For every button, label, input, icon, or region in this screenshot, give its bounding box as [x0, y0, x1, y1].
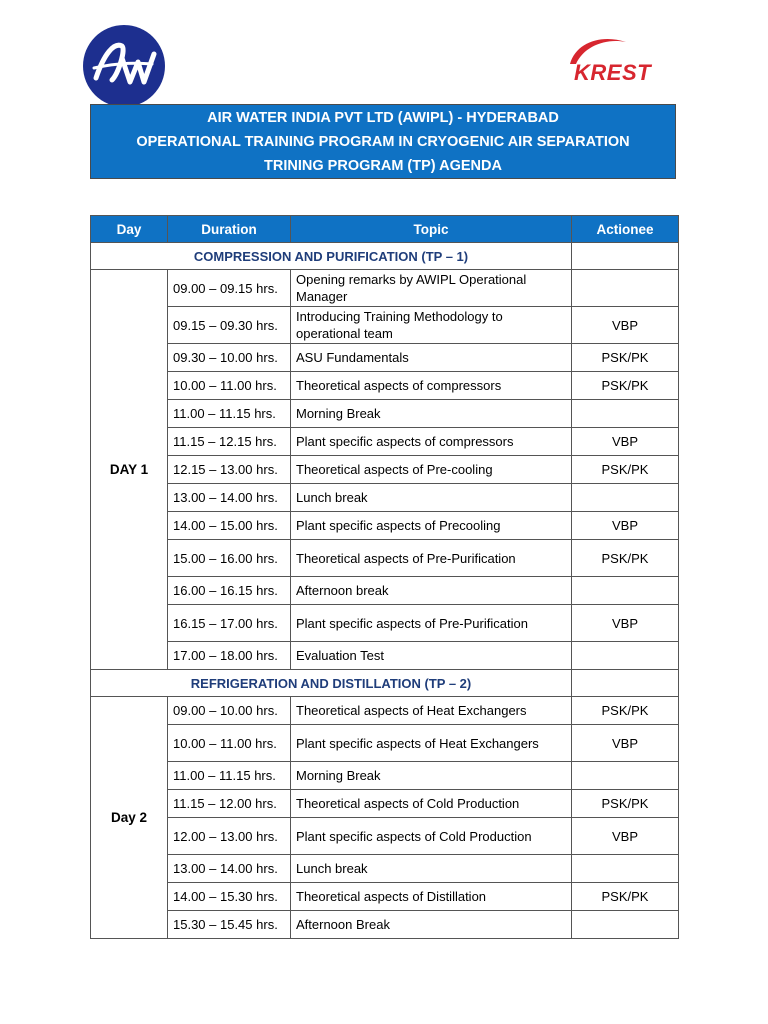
actionee-cell	[572, 762, 679, 790]
table-row	[91, 270, 679, 307]
table-row	[91, 818, 679, 855]
topic-cell: Plant specific aspects of Precooling	[291, 512, 572, 540]
topic-cell: Plant specific aspects of Heat Exchangers	[291, 725, 572, 762]
header-actionee: Actionee	[572, 216, 679, 243]
duration-cell: 10.00 – 11.00 hrs.	[168, 725, 291, 762]
actionee-cell: VBP	[572, 818, 679, 855]
topic-cell: Introducing Training Methodology to operational team	[291, 307, 572, 344]
duration-cell: 11.00 – 11.15 hrs.	[168, 400, 291, 428]
duration-cell: 12.15 – 13.00 hrs.	[168, 456, 291, 484]
topic-cell: Plant specific aspects of Cold Production	[291, 818, 572, 855]
actionee-cell	[572, 484, 679, 512]
section-title: REFRIGERATION AND DISTILLATION (TP – 2)	[91, 670, 572, 697]
duration-cell: 15.30 – 15.45 hrs.	[168, 911, 291, 939]
actionee-cell: PSK/PK	[572, 344, 679, 372]
table-row	[91, 512, 679, 540]
duration-cell: 09.30 – 10.00 hrs.	[168, 344, 291, 372]
actionee-cell: VBP	[572, 512, 679, 540]
header-duration: Duration	[168, 216, 291, 243]
table-row	[91, 307, 679, 344]
duration-cell: 10.00 – 11.00 hrs.	[168, 372, 291, 400]
section-row	[91, 670, 679, 697]
topic-cell: Afternoon break	[291, 577, 572, 605]
table-row	[91, 697, 679, 725]
title-banner	[90, 104, 676, 179]
table-row	[91, 911, 679, 939]
table-row	[91, 484, 679, 512]
title-line-2: OPERATIONAL TRAINING PROGRAM IN CRYOGENIC AIR SEPARATION	[136, 133, 630, 150]
header-topic: Topic	[291, 216, 572, 243]
topic-cell: Lunch break	[291, 484, 572, 512]
krest-logo-text: KREST	[574, 60, 652, 85]
topic-cell: ASU Fundamentals	[291, 344, 572, 372]
table-row	[91, 577, 679, 605]
table-row	[91, 883, 679, 911]
header-day: Day	[91, 216, 168, 243]
table-row	[91, 540, 679, 577]
actionee-cell	[572, 577, 679, 605]
duration-cell: 12.00 – 13.00 hrs.	[168, 818, 291, 855]
actionee-cell	[572, 270, 679, 307]
actionee-cell	[572, 400, 679, 428]
duration-cell: 14.00 – 15.30 hrs.	[168, 883, 291, 911]
day-label: DAY 1	[91, 270, 168, 670]
duration-cell: 09.15 – 09.30 hrs.	[168, 307, 291, 344]
topic-cell: Plant specific aspects of compressors	[291, 428, 572, 456]
topic-cell: Theoretical aspects of Cold Production	[291, 790, 572, 818]
duration-cell: 09.00 – 10.00 hrs.	[168, 697, 291, 725]
actionee-cell: VBP	[572, 605, 679, 642]
table-row	[91, 790, 679, 818]
table-row	[91, 372, 679, 400]
actionee-cell: PSK/PK	[572, 456, 679, 484]
duration-cell: 11.00 – 11.15 hrs.	[168, 762, 291, 790]
actionee-cell: VBP	[572, 307, 679, 344]
actionee-cell: VBP	[572, 725, 679, 762]
section-title: COMPRESSION AND PURIFICATION (TP – 1)	[91, 243, 572, 270]
table-header-row	[91, 216, 679, 243]
table-row	[91, 344, 679, 372]
topic-cell: Theoretical aspects of Heat Exchangers	[291, 697, 572, 725]
title-line-1: AIR WATER INDIA PVT LTD (AWIPL) - HYDERABAD	[207, 109, 559, 126]
actionee-cell: PSK/PK	[572, 697, 679, 725]
section-row	[91, 243, 679, 270]
duration-cell: 16.00 – 16.15 hrs.	[168, 577, 291, 605]
topic-cell: Lunch break	[291, 855, 572, 883]
table-row	[91, 725, 679, 762]
actionee-cell	[572, 911, 679, 939]
table-row	[91, 456, 679, 484]
table-row	[91, 428, 679, 456]
section-actionee-empty	[572, 670, 679, 697]
day-label: Day 2	[91, 697, 168, 939]
topic-cell: Afternoon Break	[291, 911, 572, 939]
topic-cell: Morning Break	[291, 400, 572, 428]
agenda-table	[90, 215, 679, 939]
actionee-cell	[572, 855, 679, 883]
actionee-cell: PSK/PK	[572, 790, 679, 818]
topic-cell: Theoretical aspects of compressors	[291, 372, 572, 400]
duration-cell: 15.00 – 16.00 hrs.	[168, 540, 291, 577]
agenda-body	[91, 243, 679, 939]
topic-cell: Evaluation Test	[291, 642, 572, 670]
duration-cell: 11.15 – 12.15 hrs.	[168, 428, 291, 456]
topic-cell: Plant specific aspects of Pre-Purification	[291, 605, 572, 642]
topic-cell: Morning Break	[291, 762, 572, 790]
topic-cell: Theoretical aspects of Pre-Purification	[291, 540, 572, 577]
duration-cell: 11.15 – 12.00 hrs.	[168, 790, 291, 818]
topic-cell: Opening remarks by AWIPL Operational Manager	[291, 270, 572, 307]
duration-cell: 09.00 – 09.15 hrs.	[168, 270, 291, 307]
section-actionee-empty	[572, 243, 679, 270]
table-row	[91, 762, 679, 790]
table-row	[91, 642, 679, 670]
duration-cell: 13.00 – 14.00 hrs.	[168, 855, 291, 883]
actionee-cell: PSK/PK	[572, 372, 679, 400]
air-water-logo	[82, 24, 166, 108]
duration-cell: 14.00 – 15.00 hrs.	[168, 512, 291, 540]
actionee-cell: PSK/PK	[572, 540, 679, 577]
title-line-3: TRINING PROGRAM (TP) AGENDA	[264, 157, 502, 174]
topic-cell: Theoretical aspects of Distillation	[291, 883, 572, 911]
duration-cell: 16.15 – 17.00 hrs.	[168, 605, 291, 642]
duration-cell: 17.00 – 18.00 hrs.	[168, 642, 291, 670]
topic-cell: Theoretical aspects of Pre-cooling	[291, 456, 572, 484]
table-row	[91, 605, 679, 642]
duration-cell: 13.00 – 14.00 hrs.	[168, 484, 291, 512]
table-row	[91, 855, 679, 883]
actionee-cell	[572, 642, 679, 670]
table-row	[91, 400, 679, 428]
actionee-cell: PSK/PK	[572, 883, 679, 911]
actionee-cell: VBP	[572, 428, 679, 456]
